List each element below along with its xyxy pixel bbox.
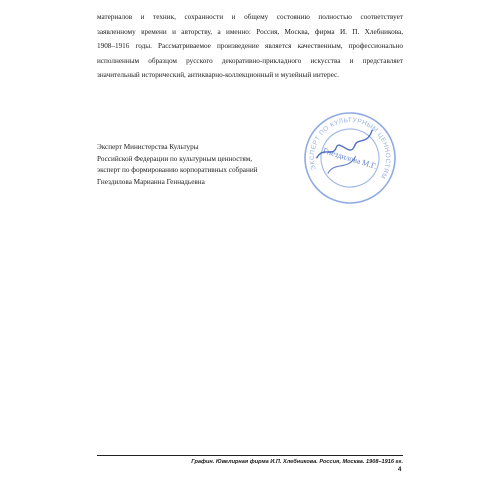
body-line-2: заявленному времени и авторству, а именно: Россия, Москва, фирма И. П. Хлебникова, <box>97 27 403 36</box>
stamp-center-text: Гнездилова М.Г. <box>321 146 378 171</box>
expert-stamp-seal <box>287 95 413 221</box>
expert-name: Гнездилова Марианна Геннадьевна <box>97 177 205 186</box>
body-line-3: 1908–1916 годы. Рассматриваемое произведение является качественным, профессионально <box>97 42 403 51</box>
body-line-4: исполненным образцом русского декоративно-прикладного искусства и представляет <box>97 56 403 65</box>
body-line-1: материалов и техник, сохранности и общему состоянию полностью соответствует <box>97 13 403 21</box>
signature-block <box>97 142 258 188</box>
body-paragraph <box>97 10 403 83</box>
footer-divider <box>97 455 403 456</box>
expert-role: эксперт по формированию корпоративных собраний <box>97 166 258 175</box>
footer-caption: Графин. Ювелирная фирма И.П. Хлебникова. Россия, Москва. 1908–1916 гг. <box>191 459 403 465</box>
expert-department: Российской Федерации по культурным ценностям, <box>97 154 253 163</box>
body-line-5: значительный исторический, антикварно-коллекционный и музейный интерес. <box>97 71 339 80</box>
expert-title: Эксперт Министерства Культуры <box>97 143 199 151</box>
stamp-ring-text: ЭКСПЕРТ ПО КУЛЬТУРНЫМ ЦЕННОСТЯМ <box>308 116 392 180</box>
page-number: 4 <box>398 467 402 473</box>
